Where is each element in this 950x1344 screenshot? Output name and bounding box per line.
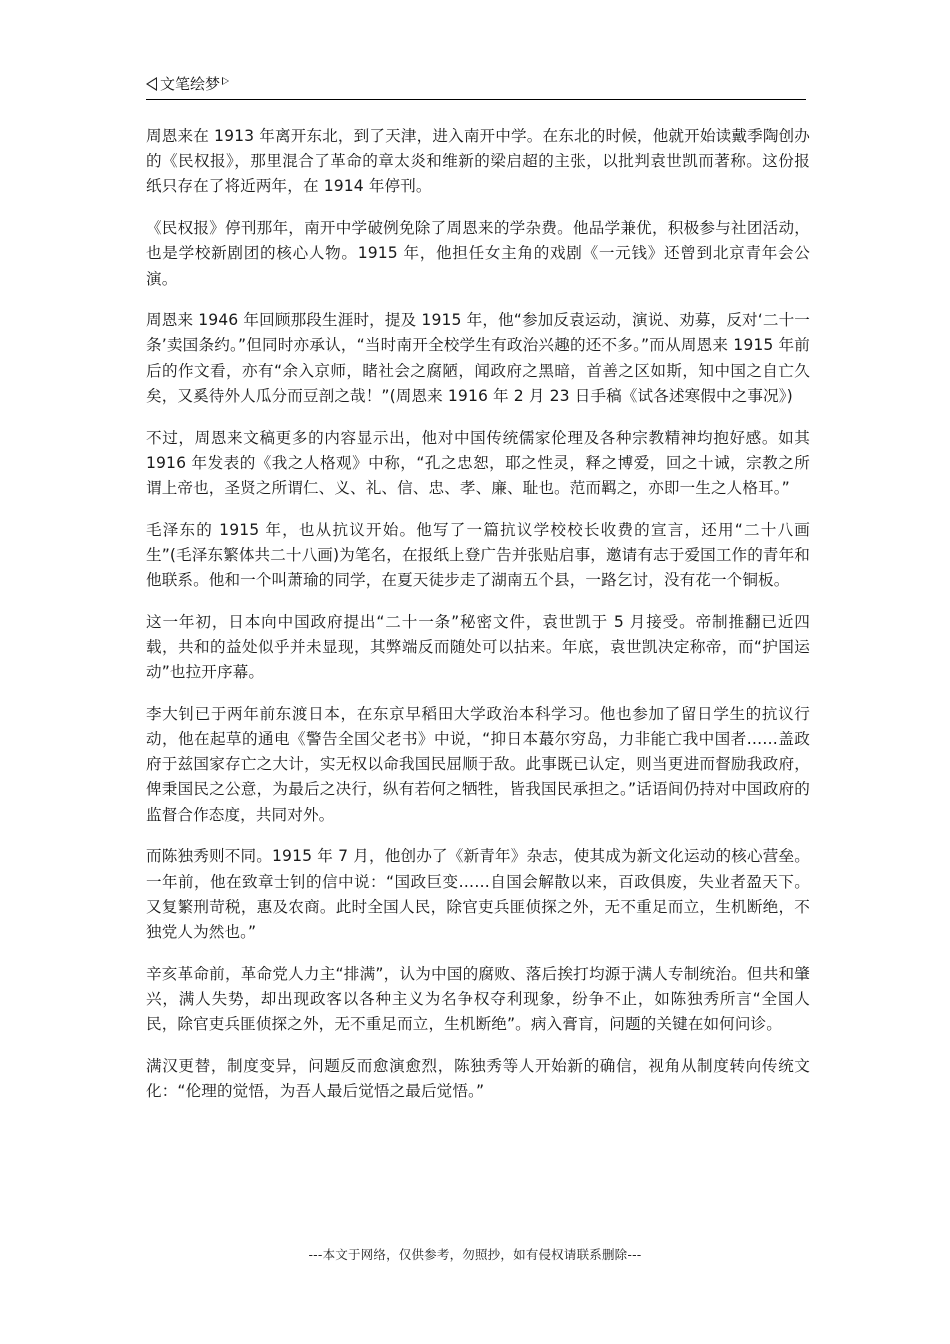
paragraph-5: 毛泽东的 1915 年，也从抗议开始。他写了一篇抗议学校校长收费的宣言，还用“二十八画生”(毛泽东繁体共二十八画)为笔名，在报纸上登广告并张贴启事，邀请有志于爱国工作的青年和他联系。他和一个叫萧瑜的同学，在夏天徒步走了湖南五个县，一路乞讨，没有花一个铜板。 bbox=[146, 520, 810, 590]
article-body bbox=[146, 124, 810, 1121]
paragraph-9: 辛亥革命前，革命党人力主“排满”，认为中国的腐败、落后挨打均源于满人专制统治。但共和肇兴，满人失势，却出现政客以各种主义为名争权夺利现象，纷争不止，如陈独秀所言“全国人民，除官吏兵匪侦探之外，无不重足而立，生机断绝”。病入膏肓，问题的关键在如何问诊。 bbox=[146, 964, 810, 1034]
triangle-left-icon bbox=[146, 77, 157, 91]
paragraph-10: 满汉更替，制度变异，问题反而愈演愈烈，陈独秀等人开始新的确信，视角从制度转向传统文化：“伦理的觉悟，为吾人最后觉悟之最后觉悟。” bbox=[146, 1056, 810, 1100]
paragraph-8: 而陈独秀则不同。1915 年 7 月，他创办了《新青年》杂志，使其成为新文化运动的核心营垒。一年前，他在致章士钊的信中说：“国政巨变……自国会解散以来，百政俱废，失业者盈天下。又复繁刑苛税，惠及农商。此时全国人民，除官吏兵匪侦探之外，无不重足而立，生机断绝，不独党人为然也。” bbox=[146, 847, 810, 941]
triangle-right-icon bbox=[222, 77, 229, 85]
paragraph-1: 周恩来在 1913 年离开东北，到了天津，进入南开中学。在东北的时候，他就开始读戴季陶创办的《民权报》，那里混合了革命的章太炎和维新的梁启超的主张，以批判袁世凯而著称。这份报纸只存在了将近两年，在 1914 年停刊。 bbox=[146, 127, 810, 196]
paragraph-4: 不过，周恩来文稿更多的内容显示出，他对中国传统儒家伦理及各种宗教精神均抱好感。如其 1916 年发表的《我之人格观》中称，“孔之忠恕，耶之性灵，释之博爱，回之十诫，宗教之所谓上帝也，圣贤之所谓仁、义、礼、信、忠、孝、廉、耻也。范而羁之，亦即一生之人格耳。” bbox=[146, 428, 810, 497]
page-header bbox=[146, 72, 806, 100]
paragraph-7: 李大钊已于两年前东渡日本，在东京早稻田大学政治本科学习。他也参加了留日学生的抗议行动，他在起草的通电《警告全国父老书》中说，“抑日本蕞尔穷岛，力非能亡我中国者……盖政府于兹国家存亡之大计，实无权以命我国民屈顺于敌。此事既已认定，则当更进而督励我政府，俾秉国民之公意，为最后之决行，纵有若何之牺牲，皆我国民承担之。”话语间仍持对中国政府的监督合作态度，共同对外。 bbox=[146, 704, 810, 824]
paragraph-3: 周恩来 1946 年回顾那段生涯时，提及 1915 年，他“参加反袁运动，演说、劝募，反对‘二十一条’卖国条约。”但同时亦承认，“当时南开全校学生有政治兴趣的还不多。”而从周恩来 1915 年前后的作文看，亦有“余入京师，睹社会之腐陋，闻政府之黑暗，首善之区如斯，知中国之自亡久矣，又奚待外人瓜分而豆剖之哉！”(周恩来 1916 年 2 月 23 日手稿《试各述寒假中之事况》) bbox=[146, 311, 810, 405]
footer-notice: ---本文于网络，仅供参考，勿照抄，如有侵权请联系删除--- bbox=[308, 1247, 642, 1262]
brand-logo bbox=[146, 75, 229, 93]
paragraph-2: 《民权报》停刊那年，南开中学破例免除了周恩来的学杂费。他品学兼优，积极参与社团活动，也是学校新剧团的核心人物。1915 年，他担任女主角的戏剧《一元钱》还曾到北京青年会公演。 bbox=[146, 219, 810, 288]
paragraph-6: 这一年初，日本向中国政府提出“二十一条”秘密文件，袁世凯于 5 月接受。帝制推翻已近四载，共和的益处似乎并未显现，其弊端反而随处可以拈来。年底，袁世凯决定称帝，而“护国运动”也拉开序幕。 bbox=[146, 612, 810, 682]
brand-name: 文笔绘梦 bbox=[160, 75, 221, 93]
